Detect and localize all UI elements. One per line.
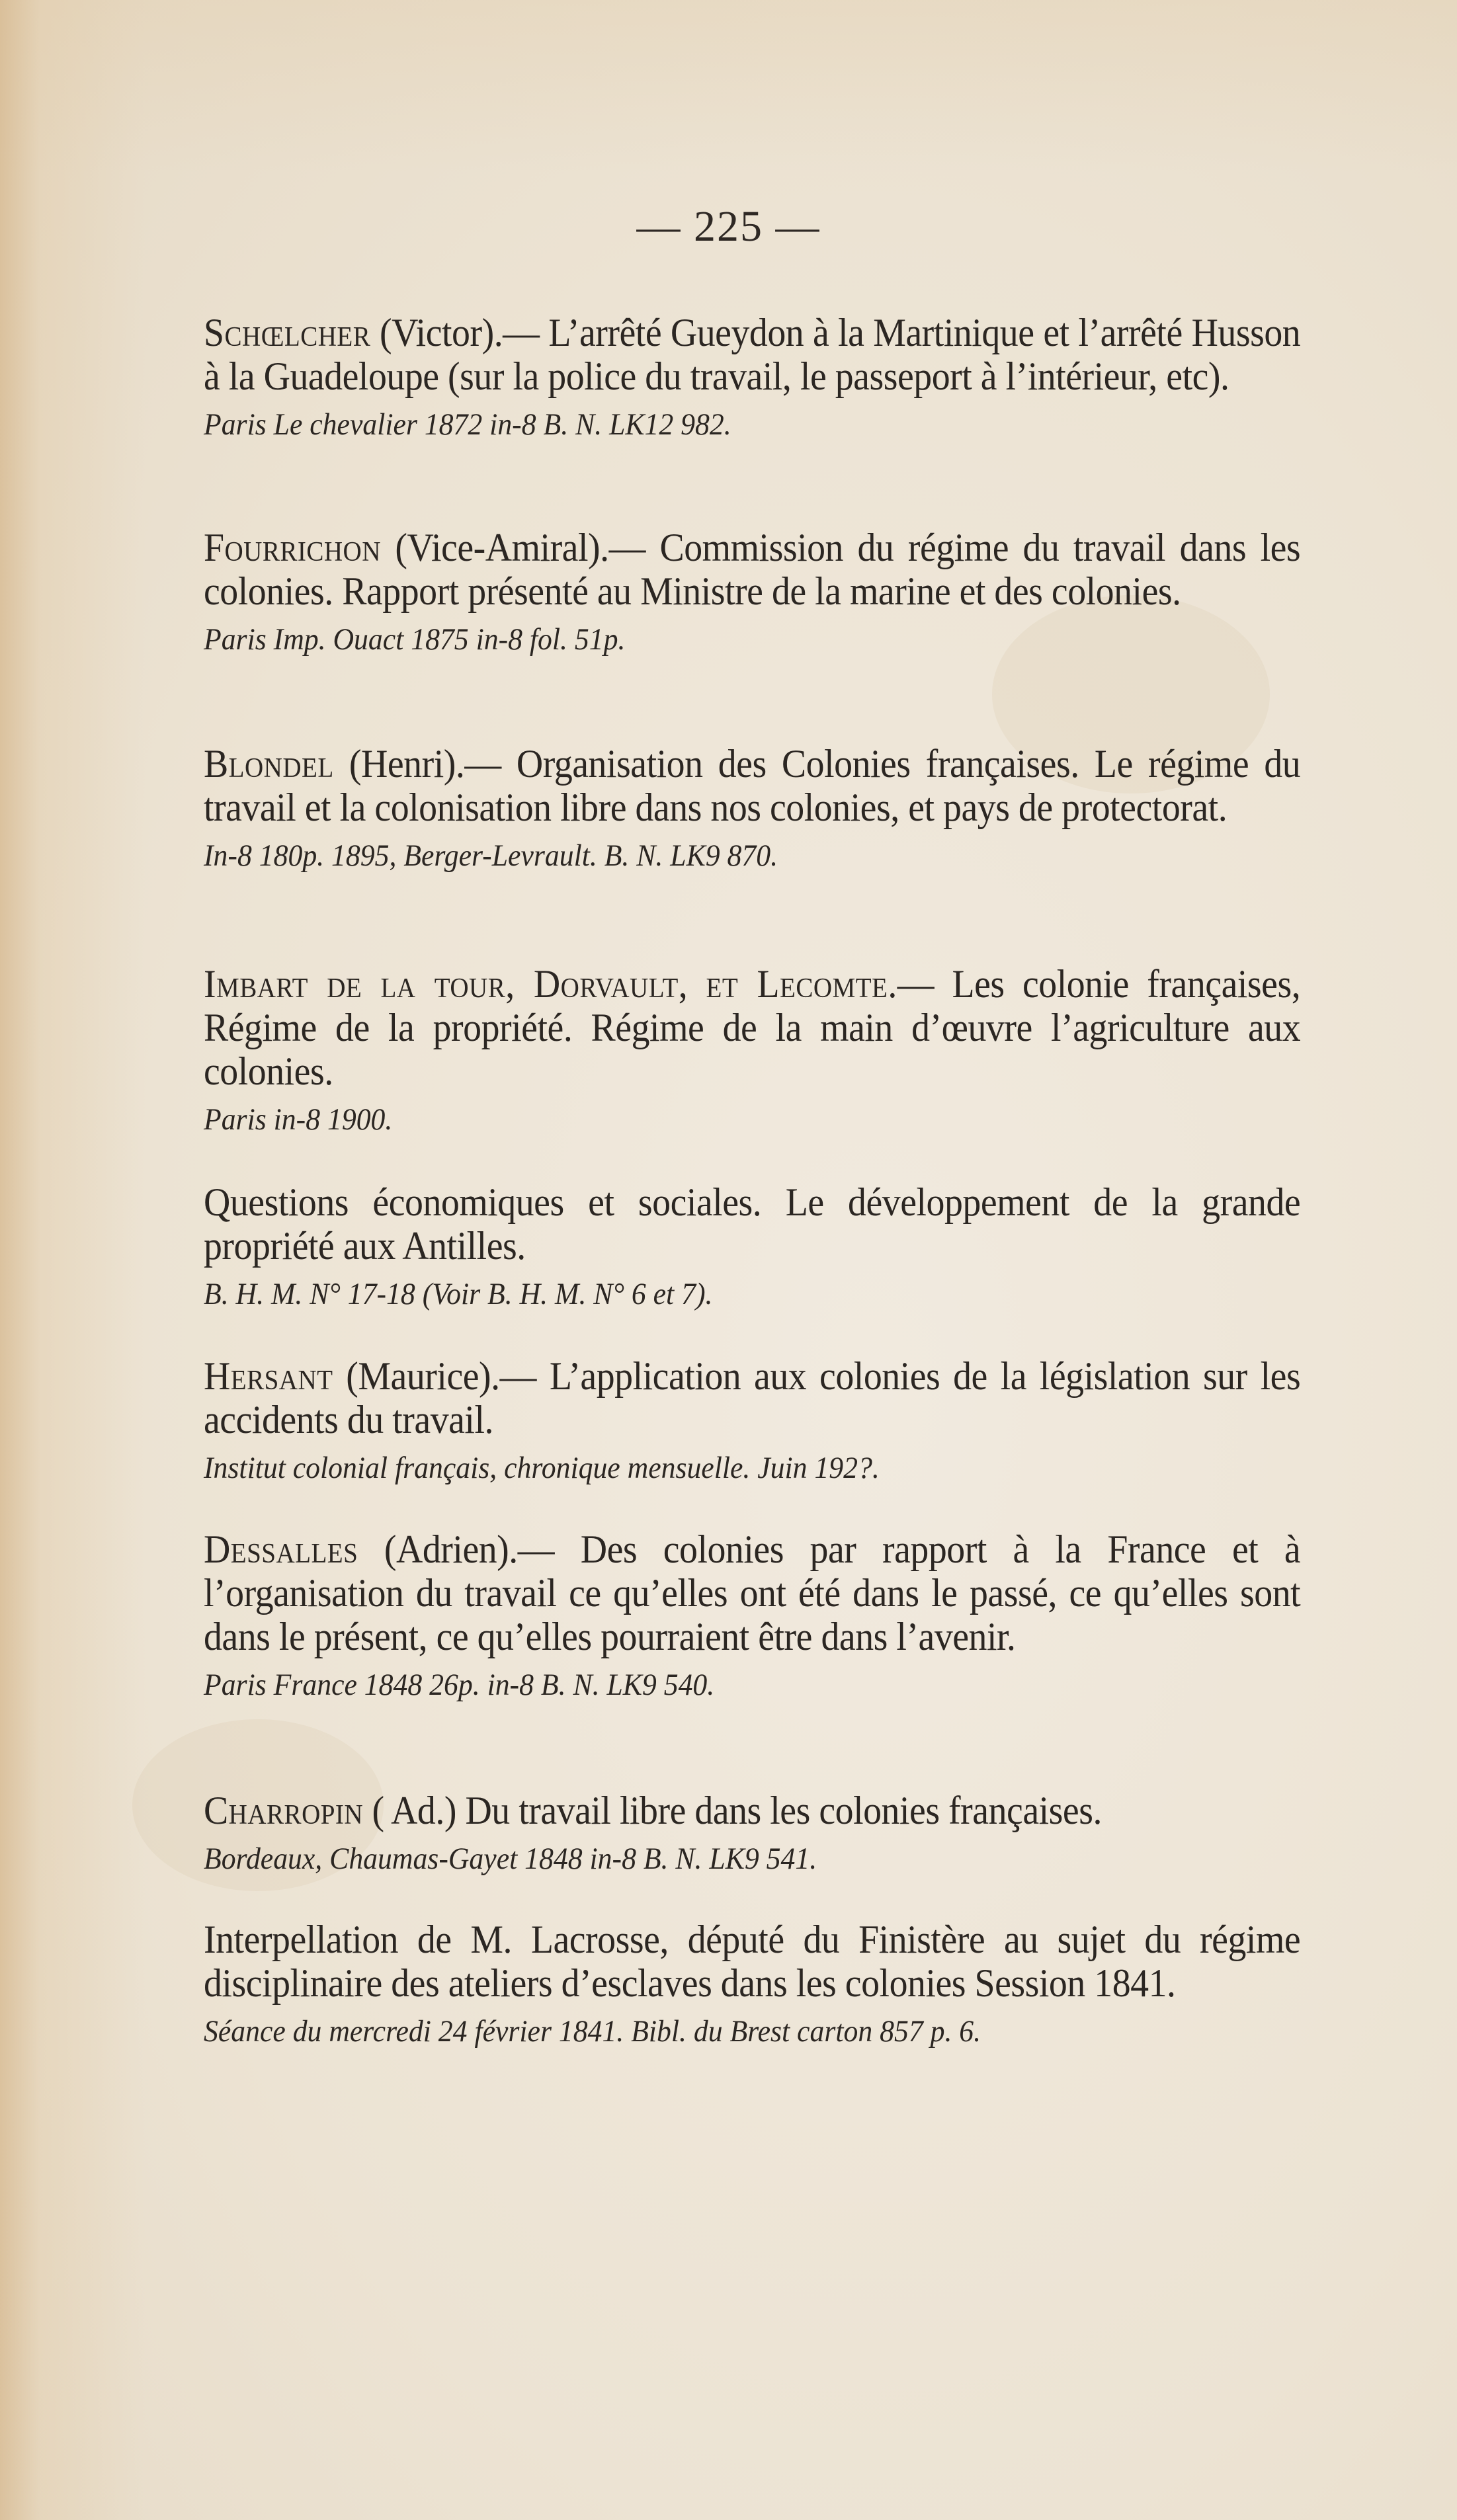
entry-body [204, 1354, 1300, 1442]
entry-text: Du travail libre dans les colonies françaises. [465, 1789, 1102, 1832]
entry-text: Les colonie françaises, Régime de la propriété. Régime de la main d’œuvre l’agriculture aux colonies. [204, 962, 1301, 1093]
entry-author-detail: ( Ad.) [372, 1789, 456, 1832]
entry-author: Hersant [204, 1354, 333, 1398]
entry-author-detail: (Adrien). [384, 1527, 518, 1571]
entry-reference: Paris Imp. Ouact 1875 in-8 fol. 51p. [204, 622, 626, 657]
entry-dash: — [517, 1527, 555, 1571]
entry-author-detail: (Henri). [349, 742, 465, 786]
page-number: — 225 — [636, 202, 821, 251]
entry-reference: Paris Le chevalier 1872 in-8 B. N. LK12 982. [204, 407, 731, 442]
entry-body [204, 1180, 1300, 1268]
entry-text: L’application aux colonies de la législation sur les accidents du travail. [204, 1354, 1301, 1442]
entry-dash: — [897, 962, 935, 1006]
bibliography-entry [204, 311, 1383, 444]
entry-reference: Paris in-8 1900. [204, 1102, 393, 1137]
entry-reference: Paris France 1848 26p. in-8 B. N. LK9 540. [204, 1668, 715, 1702]
entry-reference: In-8 180p. 1895, Berger-Levrault. B. N. LK9 870. [204, 838, 778, 873]
bibliography-entry [204, 526, 1383, 659]
entry-author: Charropin [204, 1789, 364, 1832]
entry-text: Organisation des Colonies françaises. Le régime du travail et la colonisation libre dans nos colonies, et pays de protectorat. [204, 742, 1301, 829]
entry-text: Des colonies par rapport à la France et à l’organisation du travail ce qu’elles ont été dans le passé, ce qu’elles sont dans le présent, ce qu’elles pourraient être dans l’avenir. [204, 1527, 1301, 1658]
entry-body [204, 1789, 1300, 1832]
entry-body [204, 962, 1300, 1093]
bibliography-entry [204, 742, 1383, 875]
entry-text: Commission du régime du travail dans les colonies. Rapport présenté au Ministre de la marine et des colonies. [204, 526, 1301, 613]
entry-text: Questions économiques et sociales. Le développement de la grande propriété aux Antilles. [204, 1180, 1301, 1268]
entry-author-detail: (Maurice). [346, 1354, 500, 1398]
entry-author: Fourrichon [204, 526, 381, 569]
entry-reference: Institut colonial français, chronique mensuelle. Juin 192?. [204, 1451, 880, 1485]
entry-author: Imbart de la tour, Dorvault, [204, 962, 688, 1006]
entry-body [204, 1527, 1300, 1658]
bibliography-entry [204, 1918, 1383, 2051]
bibliography-entry [204, 1354, 1383, 1488]
entry-reference: B. H. M. N° 17-18 (Voir B. H. M. N° 6 et 7). [204, 1277, 713, 1311]
bibliography-entry [204, 1527, 1383, 1705]
entry-author: Schœlcher [204, 311, 371, 354]
bibliography-entry [204, 1180, 1383, 1314]
entry-body [204, 311, 1300, 398]
entry-reference: Bordeaux, Chaumas-Gayet 1848 in-8 B. N. LK9 541. [204, 1842, 817, 1876]
entry-dash: — [499, 1354, 536, 1398]
entry-dash: — [503, 311, 540, 354]
entry-text: L’arrêté Gueydon à la Martinique et l’arrêté Husson à la Guadeloupe (sur la police du travail, le passeport à l’intérieur, etc). [204, 311, 1301, 398]
entry-text: Interpellation de M. Lacrosse, député du Finistère au sujet du régime disciplinaire des ateliers d’esclaves dans les colonies Session 1841. [204, 1918, 1301, 2005]
entry-author-detail: et Lecomte. [706, 962, 897, 1006]
entry-author-detail: (Vice-Amiral). [395, 526, 609, 569]
entry-author-detail: (Victor). [380, 311, 503, 354]
entry-body [204, 742, 1300, 829]
entry-dash: — [608, 526, 645, 569]
bibliography-entry [204, 962, 1383, 1139]
entry-body [204, 526, 1300, 613]
entry-author: Blondel [204, 742, 334, 786]
entry-dash: — [464, 742, 501, 786]
entry-body [204, 1918, 1300, 2005]
bibliography-entry [204, 1789, 1383, 1879]
entry-reference: Séance du mercredi 24 février 1841. Bibl. du Brest carton 857 p. 6. [204, 2014, 981, 2049]
entry-author: Dessalles [204, 1527, 358, 1571]
